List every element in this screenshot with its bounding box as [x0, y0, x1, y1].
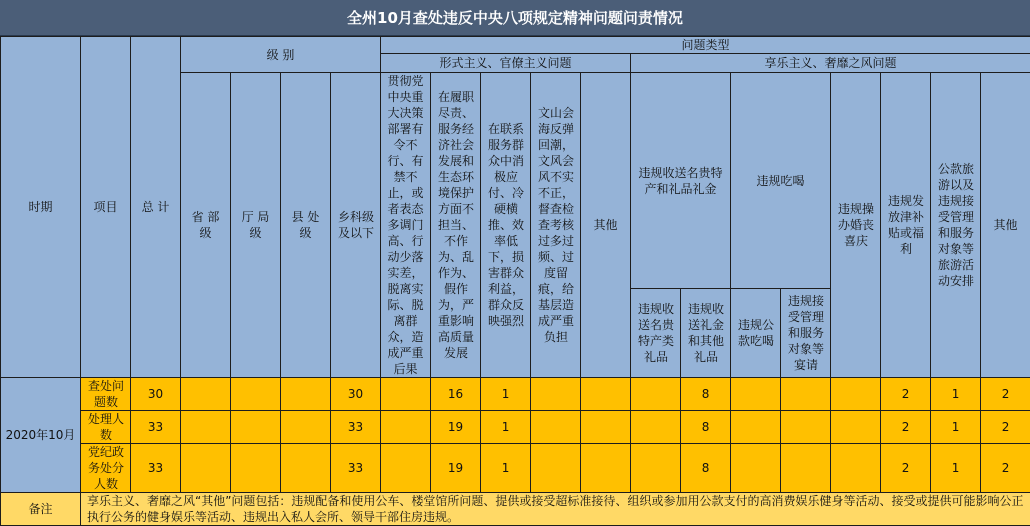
cell-f1 [381, 411, 431, 444]
header-time: 时期 [1, 37, 81, 378]
header-allowance: 违规发放津补贴或福利 [881, 73, 931, 378]
cell-h-other: 2 [981, 378, 1030, 411]
cell-gift-specialty [631, 411, 681, 444]
cell-county [281, 378, 331, 411]
note-label: 备注 [1, 493, 81, 526]
cell-wedding [831, 411, 881, 444]
cell-eat-public [731, 444, 781, 493]
cell-h-other: 2 [981, 411, 1030, 444]
cell-total: 33 [131, 411, 181, 444]
cell-f3: 1 [481, 444, 531, 493]
cell-allowance: 2 [881, 378, 931, 411]
cell-travel: 1 [931, 444, 981, 493]
header-level: 级 别 [181, 37, 381, 73]
cell-bureau [231, 444, 281, 493]
cell-f-other [581, 444, 631, 493]
cell-allowance: 2 [881, 444, 931, 493]
header-gift: 违规收送名贵特产和礼品礼金 [631, 73, 731, 289]
cell-township: 30 [331, 378, 381, 411]
cell-township: 33 [331, 411, 381, 444]
cell-wedding [831, 444, 881, 493]
cell-bureau [231, 411, 281, 444]
cell-travel: 1 [931, 378, 981, 411]
cell-wedding [831, 378, 881, 411]
cell-f1 [381, 444, 431, 493]
header-formalism-other: 其他 [581, 73, 631, 378]
row-item: 处理人数 [81, 411, 131, 444]
cell-f2: 19 [431, 411, 481, 444]
cell-total: 30 [131, 378, 181, 411]
cell-f3: 1 [481, 378, 531, 411]
cell-eat-banquet [781, 444, 831, 493]
header-eat-public: 违规公款吃喝 [731, 289, 781, 378]
cell-provincial [181, 411, 231, 444]
cell-township: 33 [331, 444, 381, 493]
header-hedonism-other: 其他 [981, 73, 1030, 378]
row-item: 党纪政务处分人数 [81, 444, 131, 493]
cell-gift-specialty [631, 378, 681, 411]
row-item: 查处问题数 [81, 378, 131, 411]
cell-f-other [581, 411, 631, 444]
cell-allowance: 2 [881, 411, 931, 444]
cell-f-other [581, 378, 631, 411]
header-formalism-4: 文山会海反弹回潮，文风会风不实不正，督查检查考核过多过频、过度留痕，给基层造成严重负担 [531, 73, 581, 378]
header-travel: 公款旅游以及违规接受管理和服务对象等旅游活动安排 [931, 73, 981, 378]
cell-gift-cash: 8 [681, 444, 731, 493]
header-county: 县 处 级 [281, 73, 331, 378]
header-formalism-1: 贯彻党中央重大决策部署有令不行、有禁不止，或者表态多调门高、行动少落实差，脱离实际、脱离群众，造成严重后果 [381, 73, 431, 378]
header-item: 项目 [81, 37, 131, 378]
cell-eat-public [731, 378, 781, 411]
table-row [1, 444, 1030, 493]
header-hedonism: 享乐主义、奢靡之风问题 [631, 54, 1030, 73]
cell-f2: 16 [431, 378, 481, 411]
cell-bureau [231, 378, 281, 411]
cell-f4 [531, 444, 581, 493]
header-wedding: 违规操办婚丧喜庆 [831, 73, 881, 378]
sheet-title: 全州10月查处违反中央八项规定精神问题问责情况 [0, 0, 1030, 36]
cell-eat-public [731, 411, 781, 444]
table-row [1, 411, 1030, 444]
statistics-table [0, 36, 1030, 526]
cell-h-other: 2 [981, 444, 1030, 493]
header-gift-specialty: 违规收送名贵特产类礼品 [631, 289, 681, 378]
cell-eat-banquet [781, 378, 831, 411]
cell-gift-cash: 8 [681, 411, 731, 444]
cell-gift-cash: 8 [681, 378, 731, 411]
cell-f4 [531, 411, 581, 444]
cell-county [281, 411, 331, 444]
header-gift-cash: 违规收送礼金和其他礼品 [681, 289, 731, 378]
cell-provincial [181, 444, 231, 493]
header-eating: 违规吃喝 [731, 73, 831, 289]
note-text: 享乐主义、奢靡之风“其他”问题包括：违规配备和使用公车、楼堂馆所问题、提供或接受超标准接待、组织或参加用公款支付的高消费娱乐健身等活动、接受或提供可能影响公正执行公务的健身娱乐等活动、违规出入私人会所、领导干部住房违规。 [81, 493, 1030, 526]
cell-total: 33 [131, 444, 181, 493]
header-eat-banquet: 违规接受管理和服务对象等宴请 [781, 289, 831, 378]
header-provincial: 省 部 级 [181, 73, 231, 378]
header-formalism: 形式主义、官僚主义问题 [381, 54, 631, 73]
table-row [1, 378, 1030, 411]
header-township: 乡科级及以下 [331, 73, 381, 378]
header-problem-type: 问题类型 [381, 37, 1030, 54]
cell-f3: 1 [481, 411, 531, 444]
cell-eat-banquet [781, 411, 831, 444]
header-formalism-3: 在联系服务群众中消极应付、冷硬横推、效率低下，损害群众利益，群众反映强烈 [481, 73, 531, 378]
cell-travel: 1 [931, 411, 981, 444]
cell-gift-specialty [631, 444, 681, 493]
cell-f2: 19 [431, 444, 481, 493]
period-cell: 2020年10月 [1, 378, 81, 493]
header-bureau: 厅 局 级 [231, 73, 281, 378]
cell-f1 [381, 378, 431, 411]
header-total: 总 计 [131, 37, 181, 378]
header-formalism-2: 在履职尽责、服务经济社会发展和生态环境保护方面不担当、不作为、乱作为、假作为，严重影响高质量发展 [431, 73, 481, 378]
cell-f4 [531, 378, 581, 411]
cell-county [281, 444, 331, 493]
cell-provincial [181, 378, 231, 411]
